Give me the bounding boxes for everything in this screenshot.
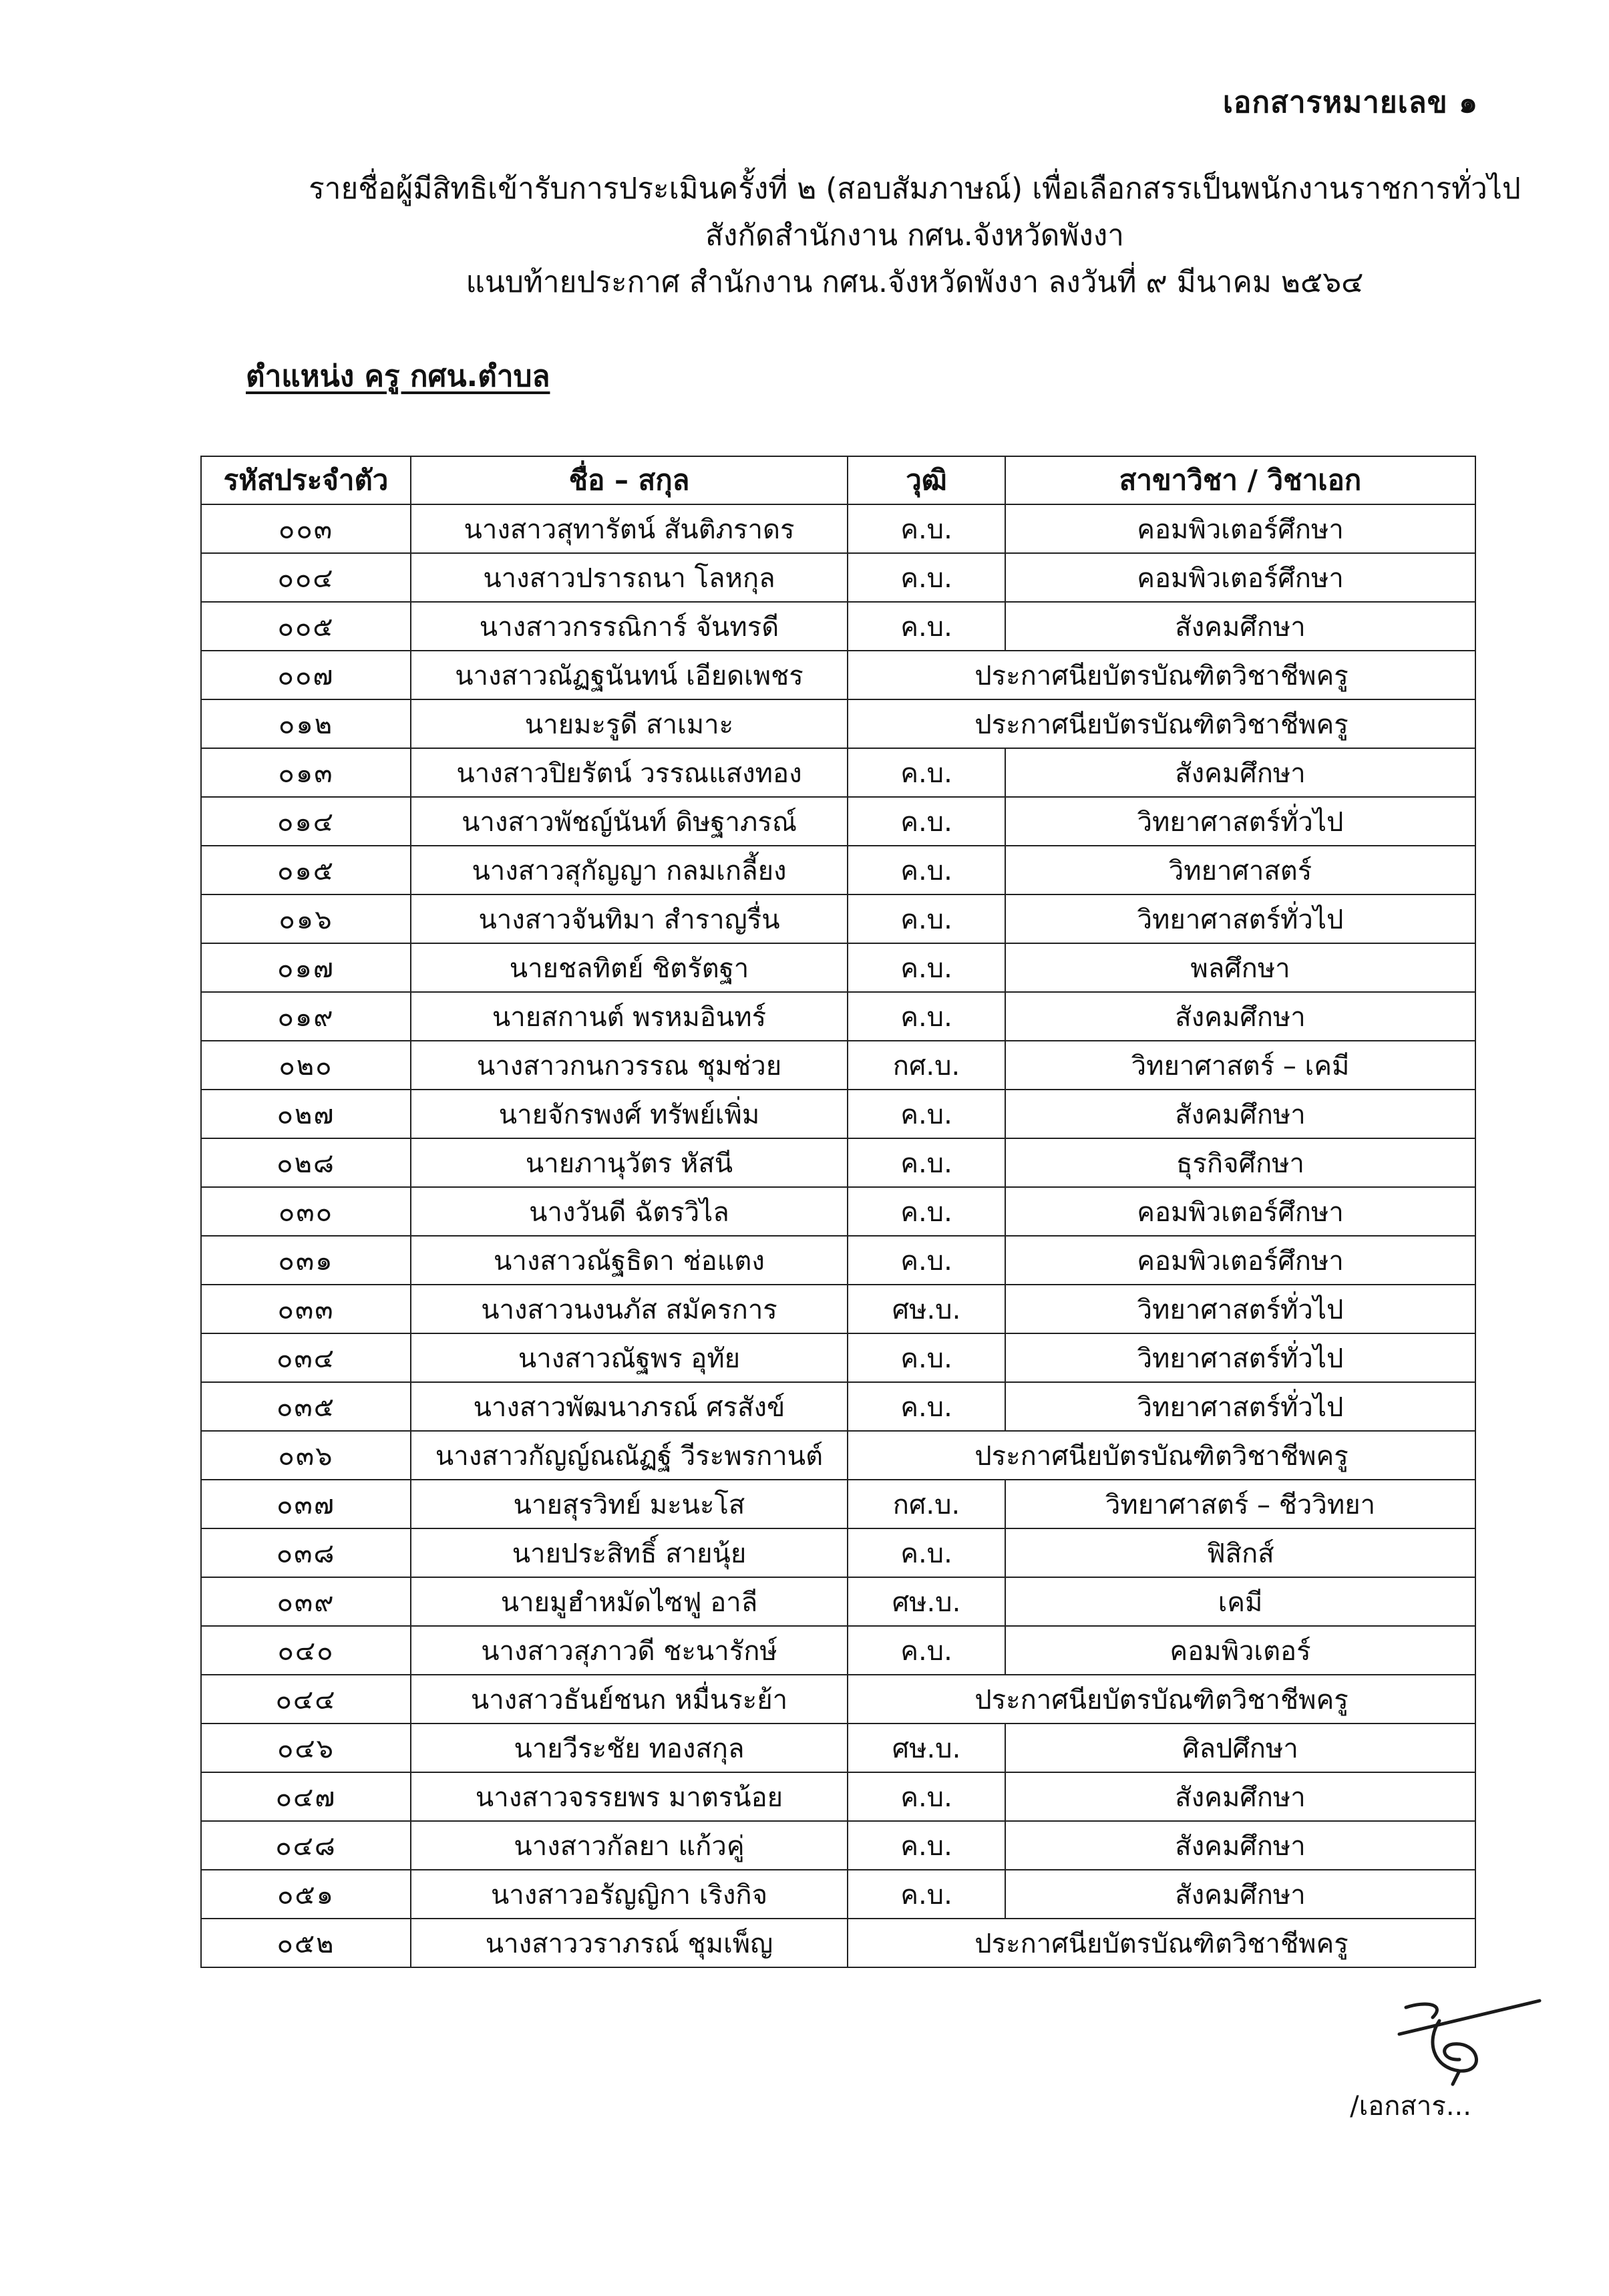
cell-degree: ค.บ. <box>848 1187 1005 1236</box>
cell-name: นายชลทิตย์ ชิตรัตฐา <box>411 943 848 992</box>
cell-major: สังคมศึกษา <box>1005 602 1475 651</box>
cell-major: วิทยาศาสตร์ทั่วไป <box>1005 1382 1475 1431</box>
table-row <box>201 1577 1475 1626</box>
table-row <box>201 1528 1475 1577</box>
cell-name: นางสาวสุทารัตน์ สันติภราดร <box>411 504 848 553</box>
cell-name: นายสุรวิทย์ มะนะโส <box>411 1480 848 1528</box>
cell-id: ๐๑๔ <box>201 797 411 846</box>
cell-major: สังคมศึกษา <box>1005 748 1475 797</box>
table-row <box>201 943 1475 992</box>
cell-id: ๐๓๕ <box>201 1382 411 1431</box>
cell-id: ๐๑๓ <box>201 748 411 797</box>
cell-major: วิทยาศาสตร์ <box>1005 846 1475 894</box>
table-row <box>201 846 1475 894</box>
cell-id: ๐๔๗ <box>201 1772 411 1821</box>
cell-degree: ค.บ. <box>848 1236 1005 1285</box>
table-row <box>201 1187 1475 1236</box>
header-major: สาขาวิชา / วิชาเอก <box>1005 456 1475 504</box>
table-row <box>201 651 1475 699</box>
table-row <box>201 1090 1475 1138</box>
cell-degree: ค.บ. <box>848 943 1005 992</box>
cell-id: ๐๓๔ <box>201 1333 411 1382</box>
cell-degree: ค.บ. <box>848 1528 1005 1577</box>
cell-major: วิทยาศาสตร์ – เคมี <box>1005 1041 1475 1090</box>
cell-id: ๐๐๓ <box>201 504 411 553</box>
cell-major: วิทยาศาสตร์ทั่วไป <box>1005 894 1475 943</box>
cell-degree: ค.บ. <box>848 1090 1005 1138</box>
cell-id: ๐๒๘ <box>201 1138 411 1187</box>
table-row <box>201 699 1475 748</box>
cell-degree: ค.บ. <box>848 797 1005 846</box>
cell-qualification-merged: ประกาศนียบัตรบัณฑิตวิชาชีพครู <box>848 651 1475 699</box>
cell-id: ๐๓๙ <box>201 1577 411 1626</box>
table-row <box>201 1138 1475 1187</box>
cell-name: นางสาวกัลยา แก้วคู่ <box>411 1821 848 1870</box>
continuation-note: /เอกสาร... <box>1350 2091 1471 2122</box>
cell-id: ๐๑๕ <box>201 846 411 894</box>
cell-major: วิทยาศาสตร์ทั่วไป <box>1005 797 1475 846</box>
table-row <box>201 992 1475 1041</box>
cell-major: คอมพิวเตอร์ <box>1005 1626 1475 1675</box>
table-row <box>201 602 1475 651</box>
cell-name: นางสาวสุภาวดี ชะนารักษ์ <box>411 1626 848 1675</box>
cell-id: ๐๕๑ <box>201 1870 411 1919</box>
cell-major: วิทยาศาสตร์ทั่วไป <box>1005 1333 1475 1382</box>
signature-image <box>1386 1994 1553 2088</box>
cell-name: นายมะรูดี สาเมาะ <box>411 699 848 748</box>
cell-major: ศิลปศึกษา <box>1005 1724 1475 1772</box>
title-line-3: แนบท้ายประกาศ สำนักงาน กศน.จังหวัดพังงา ลงวันที่ ๙ มีนาคม ๒๕๖๔ <box>466 265 1364 299</box>
table-row <box>201 1772 1475 1821</box>
cell-name: นางวันดี ฉัตรวิไล <box>411 1187 848 1236</box>
cell-degree: ศษ.บ. <box>848 1724 1005 1772</box>
cell-id: ๐๓๑ <box>201 1236 411 1285</box>
cell-degree: ค.บ. <box>848 1821 1005 1870</box>
cell-degree: ศษ.บ. <box>848 1285 1005 1333</box>
cell-name: นางสาวกนกวรรณ ชุมช่วย <box>411 1041 848 1090</box>
cell-major: คอมพิวเตอร์ศึกษา <box>1005 1187 1475 1236</box>
cell-degree: ค.บ. <box>848 1626 1005 1675</box>
table-row <box>201 1919 1475 1967</box>
cell-name: นายสกานต์ พรหมอินทร์ <box>411 992 848 1041</box>
candidate-table <box>200 456 1476 1968</box>
cell-id: ๐๓๐ <box>201 1187 411 1236</box>
cell-id: ๐๑๙ <box>201 992 411 1041</box>
cell-degree: ค.บ. <box>848 553 1005 602</box>
cell-id: ๐๐๔ <box>201 553 411 602</box>
cell-major: คอมพิวเตอร์ศึกษา <box>1005 553 1475 602</box>
cell-name: นางสาวณัฐธิดา ช่อแตง <box>411 1236 848 1285</box>
cell-major: สังคมศึกษา <box>1005 1821 1475 1870</box>
cell-name: นางสาวพัฒนาภรณ์ ศรสังข์ <box>411 1382 848 1431</box>
table-row <box>201 1285 1475 1333</box>
cell-id: ๐๓๘ <box>201 1528 411 1577</box>
table-header-row <box>201 456 1475 504</box>
cell-major: ฟิสิกส์ <box>1005 1528 1475 1577</box>
cell-id: ๐๓๓ <box>201 1285 411 1333</box>
cell-id: ๐๑๖ <box>201 894 411 943</box>
document-title <box>0 166 1609 306</box>
cell-name: นางสาวกัญญ์ณณัฏฐ์ วีระพรกานต์ <box>411 1431 848 1480</box>
cell-degree: ค.บ. <box>848 1772 1005 1821</box>
cell-name: นางสาวนงนภัส สมัครการ <box>411 1285 848 1333</box>
cell-major: สังคมศึกษา <box>1005 1090 1475 1138</box>
table-row <box>201 1870 1475 1919</box>
cell-qualification-merged: ประกาศนียบัตรบัณฑิตวิชาชีพครู <box>848 1431 1475 1480</box>
cell-degree: ค.บ. <box>848 602 1005 651</box>
header-name: ชื่อ – สกุล <box>411 456 848 504</box>
cell-qualification-merged: ประกาศนียบัตรบัณฑิตวิชาชีพครู <box>848 1675 1475 1724</box>
header-degree: วุฒิ <box>848 456 1005 504</box>
cell-name: นางสาวณัฏฐนันทน์ เอียดเพชร <box>411 651 848 699</box>
cell-major: สังคมศึกษา <box>1005 1870 1475 1919</box>
table-row <box>201 1626 1475 1675</box>
cell-degree: ค.บ. <box>848 748 1005 797</box>
cell-name: นางสาวจันทิมา สำราญรื่น <box>411 894 848 943</box>
cell-degree: ค.บ. <box>848 504 1005 553</box>
cell-id: ๐๒๐ <box>201 1041 411 1090</box>
table-row <box>201 1675 1475 1724</box>
cell-degree: ค.บ. <box>848 1382 1005 1431</box>
cell-degree: กศ.บ. <box>848 1480 1005 1528</box>
table-row <box>201 1236 1475 1285</box>
cell-degree: กศ.บ. <box>848 1041 1005 1090</box>
cell-id: ๐๔๘ <box>201 1821 411 1870</box>
cell-degree: ค.บ. <box>848 846 1005 894</box>
cell-name: นายมูฮำหมัดไซฟู อาลี <box>411 1577 848 1626</box>
header-id: รหัสประจำตัว <box>201 456 411 504</box>
cell-name: นายวีระชัย ทองสกุล <box>411 1724 848 1772</box>
cell-name: นางสาวปิยรัตน์ วรรณแสงทอง <box>411 748 848 797</box>
title-line-1: รายชื่อผู้มีสิทธิเข้ารับการประเมินครั้งที่ ๒ (สอบสัมภาษณ์) เพื่อเลือกสรรเป็นพนักงานราชการทั่วไป <box>309 172 1521 206</box>
cell-name: นางสาวอรัญญิกา เริงกิจ <box>411 1870 848 1919</box>
cell-name: นายภานุวัตร หัสนี <box>411 1138 848 1187</box>
cell-id: ๐๐๕ <box>201 602 411 651</box>
cell-name: นางสาวธันย์ชนก หมื่นระย้า <box>411 1675 848 1724</box>
cell-name: นางสาวกรรณิการ์ จันทรดี <box>411 602 848 651</box>
cell-qualification-merged: ประกาศนียบัตรบัณฑิตวิชาชีพครู <box>848 699 1475 748</box>
cell-major: คอมพิวเตอร์ศึกษา <box>1005 1236 1475 1285</box>
table-row <box>201 1041 1475 1090</box>
cell-name: นายจักรพงศ์ ทรัพย์เพิ่ม <box>411 1090 848 1138</box>
cell-id: ๐๑๒ <box>201 699 411 748</box>
table-row <box>201 553 1475 602</box>
cell-id: ๐๒๗ <box>201 1090 411 1138</box>
cell-name: นางสาวสุกัญญา กลมเกลี้ยง <box>411 846 848 894</box>
table-row <box>201 1382 1475 1431</box>
cell-name: นายประสิทธิ์ สายนุ้ย <box>411 1528 848 1577</box>
cell-name: นางสาวณัฐพร อุทัย <box>411 1333 848 1382</box>
table-row <box>201 894 1475 943</box>
cell-major: วิทยาศาสตร์ – ชีววิทยา <box>1005 1480 1475 1528</box>
table-body <box>201 504 1475 1967</box>
cell-degree: ค.บ. <box>848 992 1005 1041</box>
cell-degree: ค.บ. <box>848 894 1005 943</box>
cell-id: ๐๑๗ <box>201 943 411 992</box>
table-row <box>201 504 1475 553</box>
cell-major: สังคมศึกษา <box>1005 1772 1475 1821</box>
cell-major: สังคมศึกษา <box>1005 992 1475 1041</box>
cell-major: เคมี <box>1005 1577 1475 1626</box>
cell-id: ๐๔๖ <box>201 1724 411 1772</box>
table-row <box>201 1333 1475 1382</box>
cell-name: นางสาวจรรยพร มาตรน้อย <box>411 1772 848 1821</box>
cell-id: ๐๔๐ <box>201 1626 411 1675</box>
cell-name: นางสาวปรารถนา โลหกุล <box>411 553 848 602</box>
cell-name: นางสาวพัชญ์นันท์ ดิษฐาภรณ์ <box>411 797 848 846</box>
cell-major: ธุรกิจศึกษา <box>1005 1138 1475 1187</box>
cell-id: ๐๓๖ <box>201 1431 411 1480</box>
title-line-2: สังกัดสำนักงาน กศน.จังหวัดพังงา <box>705 218 1124 253</box>
cell-id: ๐๓๗ <box>201 1480 411 1528</box>
table-row <box>201 1821 1475 1870</box>
cell-degree: ค.บ. <box>848 1870 1005 1919</box>
table-row <box>201 1480 1475 1528</box>
cell-id: ๐๕๒ <box>201 1919 411 1967</box>
table-row <box>201 748 1475 797</box>
cell-name: นางสาววราภรณ์ ชุมเพ็ญ <box>411 1919 848 1967</box>
position-heading: ตำแหน่ง ครู กศน.ตำบล <box>246 359 550 393</box>
cell-degree: ค.บ. <box>848 1333 1005 1382</box>
cell-id: ๐๐๗ <box>201 651 411 699</box>
table-row <box>201 1431 1475 1480</box>
table-row <box>201 797 1475 846</box>
cell-major: วิทยาศาสตร์ทั่วไป <box>1005 1285 1475 1333</box>
document-number: เอกสารหมายเลข ๑ <box>1222 86 1478 120</box>
cell-degree: ค.บ. <box>848 1138 1005 1187</box>
cell-qualification-merged: ประกาศนียบัตรบัณฑิตวิชาชีพครู <box>848 1919 1475 1967</box>
cell-major: พลศึกษา <box>1005 943 1475 992</box>
cell-id: ๐๔๔ <box>201 1675 411 1724</box>
table-row <box>201 1724 1475 1772</box>
cell-major: คอมพิวเตอร์ศึกษา <box>1005 504 1475 553</box>
cell-degree: ศษ.บ. <box>848 1577 1005 1626</box>
